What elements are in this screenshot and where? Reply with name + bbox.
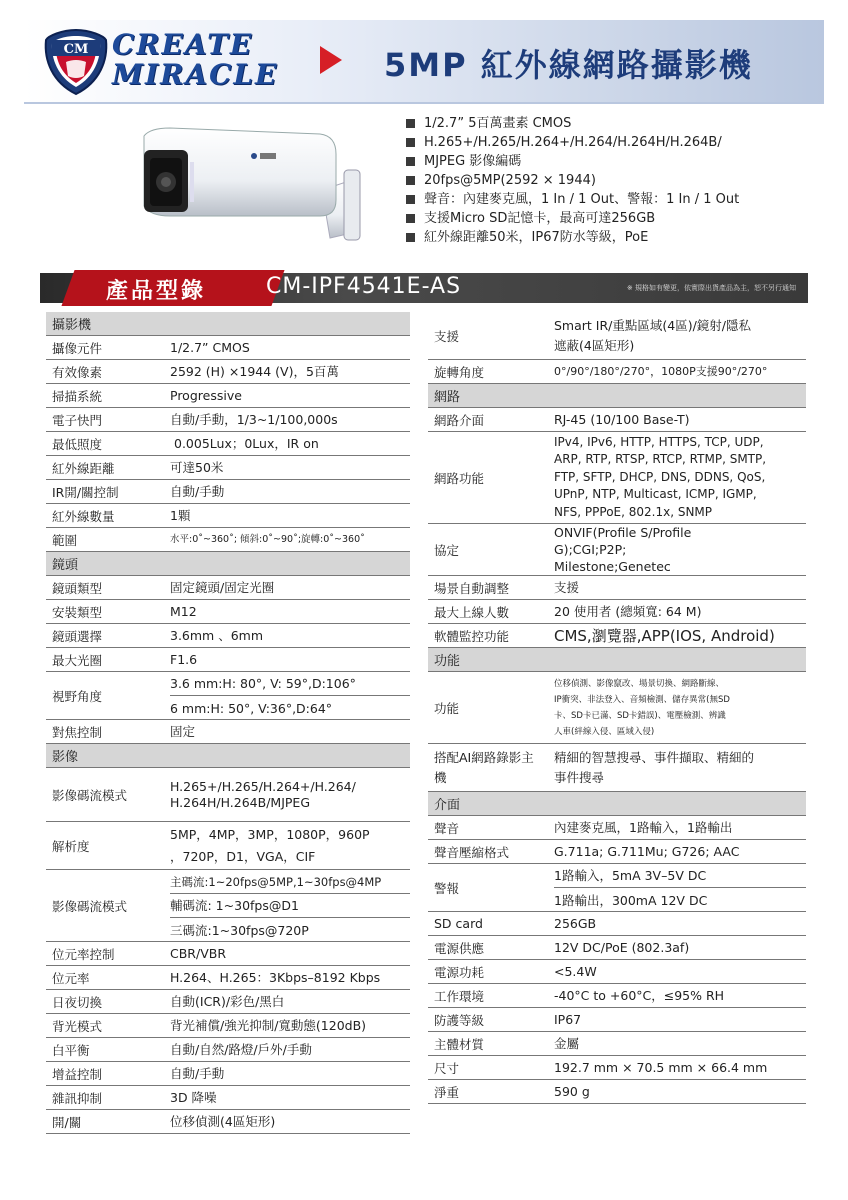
- spec-row: [428, 360, 806, 384]
- spec-row: [428, 576, 806, 600]
- spec-value: 12V DC/PoE (802.3af): [554, 939, 690, 955]
- spec-value: IP67: [554, 1011, 582, 1027]
- protocol-line: ONVIF(Profile S/Profile: [554, 525, 692, 540]
- spec-key: 對焦控制: [52, 724, 103, 740]
- page-header: [24, 20, 824, 104]
- spec-disclaimer: ※ 規格如有變更，依實際出貨產品為主，恕不另行通知: [626, 284, 796, 292]
- spec-row-support: [428, 312, 806, 360]
- resolution-line: ，720P，D1，VGA，CIF: [170, 848, 316, 864]
- spec-value: [170, 768, 356, 821]
- protocol-line: Milestone;Genetec: [554, 559, 671, 574]
- spec-row: [46, 360, 410, 384]
- spec-value: 背光補償/強光抑制/寬動態(120dB): [170, 1017, 367, 1033]
- spec-key: 網路介面: [434, 412, 485, 428]
- spec-row: [428, 936, 806, 960]
- spec-row-function: [428, 672, 806, 744]
- spec-row: [46, 576, 410, 600]
- spec-key: 淨重: [434, 1084, 460, 1100]
- spec-row: [428, 912, 806, 936]
- spec-value: 自動/自然/路燈/戶外/手動: [170, 1041, 312, 1057]
- camera-product-image: [130, 120, 370, 260]
- spec-key: 有效像素: [52, 364, 103, 380]
- section-lens: 鏡頭: [46, 552, 410, 576]
- netfunc-line: IPv4, IPv6, HTTP, HTTPS, TCP, UDP,: [554, 434, 764, 449]
- codec-line: H.264H/H.264B/MJPEG: [170, 794, 311, 810]
- netfunc-line: ARP, RTP, RTSP, RTCP, RTMP, SMTP,: [554, 452, 767, 467]
- spec-key: 背光模式: [52, 1018, 103, 1034]
- spec-key: 聲音壓縮格式: [434, 844, 510, 860]
- function-line: 位移偵測、影像竄改、場景切換、網路斷線、: [554, 678, 725, 689]
- function-line: 卡、SD卡已滿、SD卡錯誤)、電壓檢測、辨識: [554, 710, 726, 721]
- spec-value: 水平:0˚~360˚; 傾斜:0˚~90˚;旋轉:0˚~360˚: [170, 533, 365, 545]
- spec-value: [554, 672, 730, 743]
- spec-value: F1.6: [170, 651, 198, 667]
- spec-key: 攝像元件: [52, 340, 103, 356]
- spec-key: 最低照度: [52, 436, 103, 452]
- spec-key: 聲音: [434, 820, 460, 836]
- spec-key: 解析度: [52, 838, 90, 854]
- spec-value: 支援: [554, 579, 580, 595]
- spec-value: 三碼流:1~30fps@720P: [170, 923, 309, 938]
- spec-value: 金屬: [554, 1035, 580, 1051]
- feature-item: MJPEG 影像編碼: [404, 152, 824, 171]
- spec-row: [428, 1008, 806, 1032]
- brand-line-1: CREATE: [112, 28, 254, 61]
- spec-row: [428, 984, 806, 1008]
- spec-key: 安裝類型: [52, 604, 103, 620]
- spec-value: 1/2.7” CMOS: [170, 339, 250, 355]
- support-line: 遮蔽(4區矩形): [554, 337, 635, 353]
- function-line: 人車(絆線入侵、區域入侵): [554, 726, 655, 737]
- spec-row: [46, 942, 410, 966]
- spec-row: [46, 432, 410, 456]
- feature-list: [404, 114, 824, 247]
- feature-item: H.265+/H.265/H.264+/H.264/H.264H/H.264B/: [404, 133, 824, 152]
- ai-key-line: 搭配AI網路錄影主: [434, 749, 534, 765]
- spec-row: [46, 1014, 410, 1038]
- spec-key: 掃描系統: [52, 388, 103, 404]
- spec-row: [46, 480, 410, 504]
- spec-row: [46, 648, 410, 672]
- spec-key: 防護等級: [434, 1012, 485, 1028]
- brand-name: [112, 30, 278, 90]
- spec-row: [428, 1032, 806, 1056]
- spec-row: [428, 840, 806, 864]
- spec-row-resolution: [46, 822, 410, 870]
- section-network: 網路: [428, 384, 806, 408]
- spec-key: 影像碼流模式: [52, 787, 128, 803]
- spec-key: 功能: [434, 700, 460, 716]
- spec-key: 影像碼流模式: [52, 898, 128, 914]
- section-interface: 介面: [428, 792, 806, 816]
- spec-table-right: [428, 312, 806, 1112]
- spec-row: [46, 966, 410, 990]
- spec-key: 位元率: [52, 970, 90, 986]
- spec-key: [434, 744, 534, 791]
- spec-value: 1路輸入，5mA 3V–5V DC: [554, 864, 806, 888]
- spec-key: 雜訊抑制: [52, 1090, 103, 1106]
- spec-value: 6 mm:H: 50°, V:36°,D:64°: [170, 700, 333, 716]
- spec-key: 旋轉角度: [434, 364, 485, 380]
- spec-value: <5.4W: [554, 963, 597, 979]
- spec-value: H.264、H.265：3Kbps–8192 Kbps: [170, 969, 381, 985]
- spec-row-ai: [428, 744, 806, 792]
- spec-key: 最大光圈: [52, 652, 103, 668]
- spec-row: [428, 624, 806, 648]
- spec-table-left: [46, 312, 410, 1132]
- spec-value: Progressive: [170, 387, 242, 403]
- spec-value: 自動(ICR)/彩色/黑白: [170, 993, 285, 1009]
- feature-item: 紅外線距離50米，IP67防水等級，PoE: [404, 228, 824, 247]
- spec-value: [554, 744, 754, 791]
- model-number: CM-IPF4541E-AS: [266, 274, 462, 299]
- spec-key: 視野角度: [52, 688, 103, 704]
- spec-value: 590 g: [554, 1083, 590, 1099]
- spec-key: 協定: [434, 542, 460, 558]
- spec-value: 輔碼流: 1~30fps@D1: [170, 894, 410, 918]
- spec-row: [46, 1110, 410, 1134]
- protocol-line: G);CGI;P2P;: [554, 542, 627, 557]
- spec-row: [46, 336, 410, 360]
- spec-key: 主體材質: [434, 1036, 485, 1052]
- red-triangle-icon: [320, 46, 342, 74]
- feature-item: 聲音：內建麥克風，1 In / 1 Out、警報：1 In / 1 Out: [404, 190, 824, 209]
- spec-row: [46, 720, 410, 744]
- spec-key: 支援: [434, 328, 460, 344]
- spec-row: [46, 504, 410, 528]
- spec-value: 0.005Lux；0Lux，IR on: [174, 435, 319, 451]
- spec-value: 自動/手動: [170, 1065, 225, 1081]
- brand-line-2: MIRACLE: [112, 58, 279, 91]
- spec-row-codec: [46, 768, 410, 822]
- spec-value: 自動/手動，1/3~1/100,000s: [170, 411, 338, 427]
- ai-line: 事件搜尋: [554, 769, 605, 785]
- spec-value: 256GB: [554, 915, 597, 931]
- spec-key: 開/關: [52, 1114, 82, 1130]
- spec-row: [46, 408, 410, 432]
- cm-shield-logo: [40, 26, 112, 98]
- spec-key: 尺寸: [434, 1060, 460, 1076]
- spec-value: 可達50米: [170, 459, 224, 475]
- spec-value: 位移偵測(4區矩形): [170, 1113, 276, 1129]
- spec-key: 電源功耗: [434, 964, 485, 980]
- feature-item: 20fps@5MP(2592 × 1944): [404, 171, 824, 190]
- ai-key-line: 機: [434, 769, 447, 785]
- spec-key: SD card: [434, 916, 483, 931]
- spec-key: 電源供應: [434, 940, 485, 956]
- spec-value: 內建麥克風，1路輸入，1路輸出: [554, 819, 733, 835]
- spec-row: [46, 528, 410, 552]
- spec-row: [46, 600, 410, 624]
- spec-value: 2592 (H) ×1944 (V)，5百萬: [170, 363, 339, 379]
- spec-key: 位元率控制: [52, 946, 115, 962]
- spec-key: 網路功能: [434, 470, 485, 486]
- netfunc-line: NFS, PPPoE, 802.1x, SNMP: [554, 504, 713, 519]
- spec-row: [46, 990, 410, 1014]
- spec-row: [428, 960, 806, 984]
- spec-key: 軟體監控功能: [434, 628, 510, 644]
- spec-value: [554, 312, 751, 359]
- spec-key: 最大上線人數: [434, 604, 510, 620]
- catalog-label: 產品型錄: [106, 279, 207, 304]
- spec-row: [428, 1080, 806, 1104]
- ai-line: 精細的智慧搜尋、事件擷取、精細的: [554, 749, 755, 765]
- netfunc-line: FTP, SFTP, DHCP, DNS, DDNS, QoS,: [554, 469, 766, 484]
- spec-key: 紅外線數量: [52, 508, 115, 524]
- spec-value: 3.6 mm:H: 80°, V: 59°,D:106°: [170, 672, 410, 696]
- spec-key: 白平衡: [52, 1042, 90, 1058]
- section-function: 功能: [428, 648, 806, 672]
- spec-row: [46, 1086, 410, 1110]
- spec-value: 1顆: [170, 507, 191, 523]
- spec-key: 場景自動調整: [434, 580, 510, 596]
- spec-value: 20 使用者 (總頻寬: 64 M): [554, 603, 702, 619]
- feature-item: 1/2.7” 5百萬畫素 CMOS: [404, 114, 824, 133]
- spec-row: [46, 384, 410, 408]
- svg-text:CM: CM: [63, 42, 89, 57]
- spec-key: 電子快門: [52, 412, 103, 428]
- spec-value: 192.7 mm × 70.5 mm × 66.4 mm: [554, 1059, 768, 1075]
- spec-value: 3D 降噪: [170, 1089, 217, 1105]
- function-line: IP衝突、非法登入、音頻檢測、儲存異常(無SD: [554, 694, 730, 705]
- product-banner: [40, 270, 808, 306]
- spec-value: 主碼流:1~20fps@5MP,1~30fps@4MP: [170, 870, 410, 894]
- spec-value: 固定: [170, 723, 196, 739]
- spec-row: [46, 624, 410, 648]
- spec-value: -40°C to +60°C，≤95% RH: [554, 987, 725, 1003]
- spec-value: RJ-45 (10/100 Base-T): [554, 411, 690, 427]
- spec-key: 日夜切換: [52, 994, 103, 1010]
- spec-row: [46, 456, 410, 480]
- spec-row-protocol: [428, 524, 806, 576]
- spec-key: 工作環境: [434, 988, 485, 1004]
- section-video: 影像: [46, 744, 410, 768]
- feature-item: 支援Micro SD記憶卡，最高可達256GB: [404, 209, 824, 228]
- codec-line: H.265+/H.265/H.264+/H.264/: [170, 778, 356, 794]
- spec-row: [428, 408, 806, 432]
- spec-value: M12: [170, 603, 197, 619]
- spec-key: 鏡頭類型: [52, 580, 103, 596]
- spec-value: 0°/90°/180°/270°，1080P支援90°/270°: [554, 364, 768, 378]
- support-line: Smart IR/重點區域(4區)/鏡射/隱私: [554, 317, 751, 333]
- spec-row: [428, 600, 806, 624]
- spec-row: [428, 816, 806, 840]
- spec-key: 紅外線距離: [52, 460, 115, 476]
- spec-value: [554, 524, 691, 575]
- spec-key: 範圍: [52, 532, 78, 548]
- spec-value: [170, 822, 370, 869]
- spec-value: CMS,瀏覽器,APP(IOS, Android): [554, 626, 775, 645]
- spec-row: [46, 1038, 410, 1062]
- netfunc-line: UPnP, NTP, Multicast, ICMP, IGMP,: [554, 487, 757, 502]
- spec-value: 3.6mm 、6mm: [170, 627, 264, 643]
- spec-row-netfunc: [428, 432, 806, 524]
- spec-value: 固定鏡頭/固定光圈: [170, 579, 275, 595]
- spec-value: [554, 432, 766, 523]
- spec-value: 1路輸出，300mA 12V DC: [554, 893, 708, 908]
- spec-key: 鏡頭選擇: [52, 628, 103, 644]
- spec-row: [428, 1056, 806, 1080]
- spec-row: [46, 1062, 410, 1086]
- spec-value: 自動/手動: [170, 483, 225, 499]
- spec-value: G.711a; G.711Mu; G726; AAC: [554, 843, 740, 859]
- spec-key: IR開/關控制: [52, 484, 119, 500]
- spec-value: CBR/VBR: [170, 945, 227, 961]
- section-camera: 攝影機: [46, 312, 410, 336]
- spec-key: 增益控制: [52, 1066, 103, 1082]
- spec-key: 警報: [434, 880, 460, 896]
- page-title: 5MP 紅外線網路攝影機: [384, 46, 753, 84]
- resolution-line: 5MP，4MP，3MP，1080P，960P: [170, 826, 370, 842]
